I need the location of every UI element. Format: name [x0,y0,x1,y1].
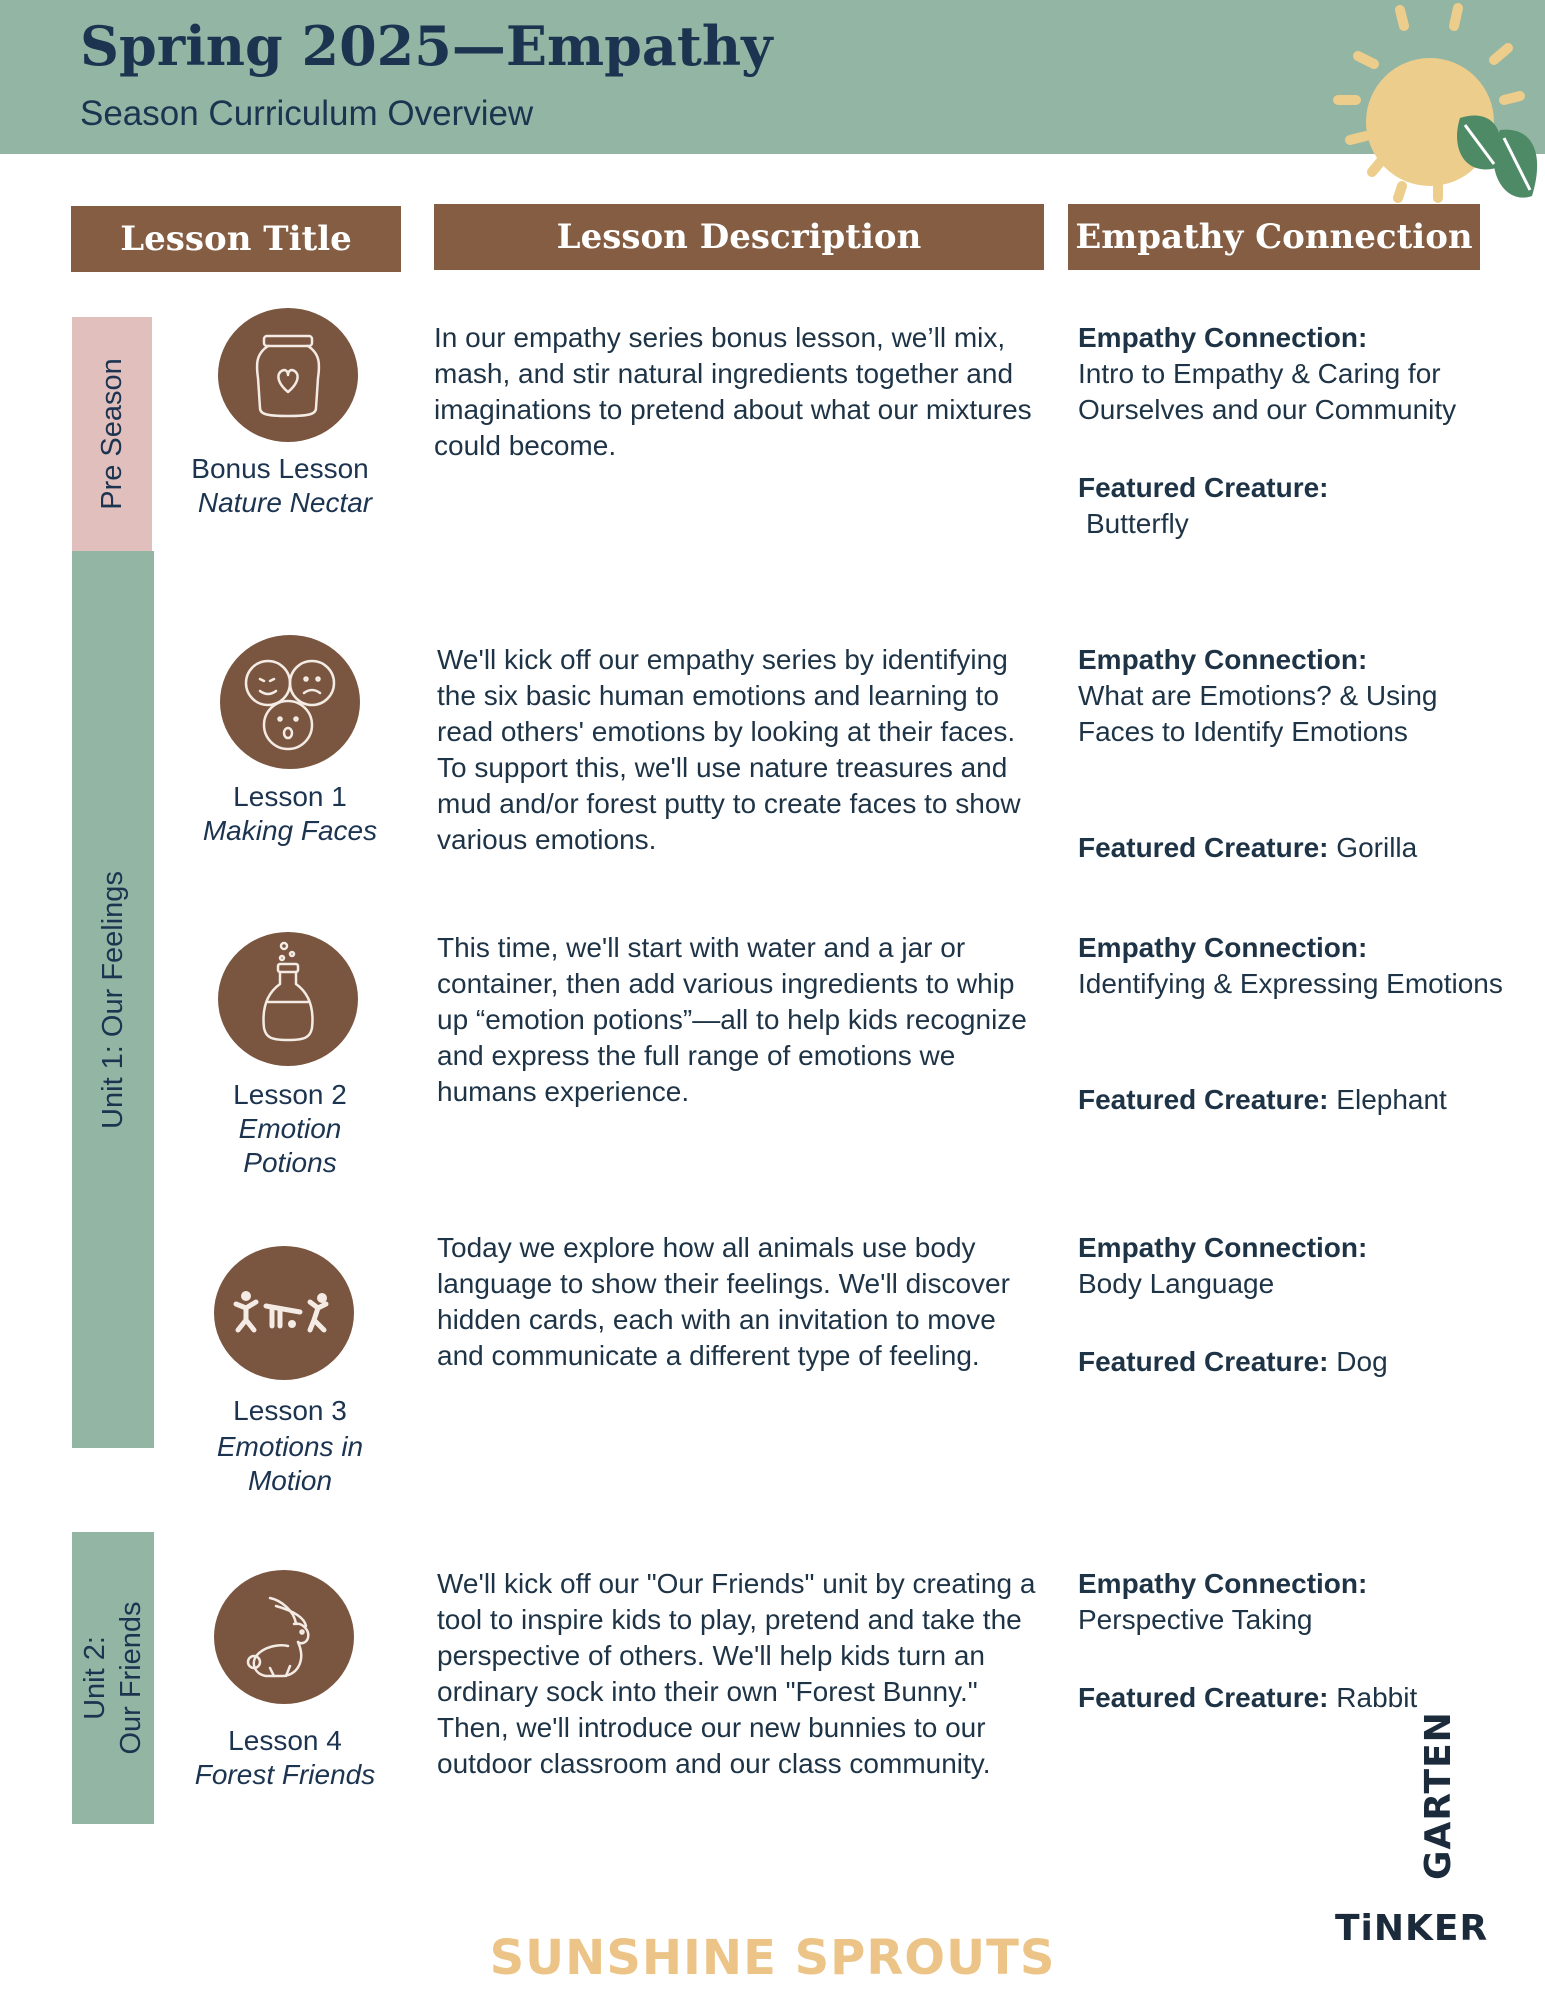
featured-creature-value: Dog [1336,1346,1388,1377]
empathy-connection-value: Intro to Empathy & Caring for Ourselves and our Community [1078,358,1457,425]
empathy-connection-value: Perspective Taking [1078,1604,1313,1635]
unit-bar-unit-2 [72,1532,154,1824]
empathy-connection-value: What are Emotions? & Using Faces to Identify Emotions [1078,680,1438,747]
column-header-lesson-title: Lesson Title [71,206,401,272]
unit-label-unit-1: Unit 1: Our Feelings [97,870,129,1129]
empathy-connection-label: Empathy Connection: [1078,932,1368,963]
logo-garten: GARTEN [1418,1711,1459,1880]
featured-creature-value: Elephant [1336,1084,1447,1115]
featured-creature-label: Featured Creature: [1078,1346,1329,1377]
lesson-number: Bonus Lesson [191,453,369,484]
empathy-connection [1078,1230,1518,1302]
lesson-name-line2: Motion [247,1465,333,1496]
featured-creature-label: Featured Creature: [1078,1682,1329,1713]
featured-creature [1078,830,1518,866]
unit-label-pre-season: Pre Season [96,358,128,510]
moving-figures-icon [214,1246,354,1380]
lesson-number: Lesson 2 [233,1079,347,1110]
empathy-connection [1078,930,1518,1002]
footer-brand: SUNSHINE SPROUTS [489,1930,1056,1986]
lesson-name: Making Faces [202,815,378,846]
unit-bar-pre-season [72,317,152,551]
empathy-connection-value: Identifying & Expressing Emotions [1078,968,1503,999]
lesson-number: Lesson 4 [228,1725,342,1756]
unit-bar-unit-1 [72,551,154,1448]
featured-creature-value: Rabbit [1336,1682,1418,1713]
lesson-description: Today we explore how all animals use body language to show their feelings. We'll discover hidden cards, each with an invitation to move and communicate a different type of feeling. [437,1232,1010,1371]
lesson-name: Forest Friends [194,1759,376,1790]
page-title: Spring 2025—Empathy [80,14,773,78]
lesson-description: In our empathy series bonus lesson, we’ll mix, mash, and stir natural ingredients together and imaginations to pretend about what our mixtures could become. [434,322,1032,461]
column-header-empathy-connection: Empathy Connection [1068,204,1480,270]
lesson-name-line2: Potions [243,1147,337,1178]
jar-heart-icon [218,308,358,442]
empathy-connection [1078,642,1518,750]
column-header-lesson-description: Lesson Description [434,204,1044,270]
featured-creature [1078,1344,1518,1380]
featured-creature-value: Butterfly [1086,508,1189,539]
lesson-description: We'll kick off our empathy series by identifying the six basic human emotions and learning to read others' emotions by looking at their faces. To support this, we'll use nature treasures and mud and/or forest putty to create faces to show various emotions. [437,644,1021,855]
sun-leaves-icon [1310,0,1545,215]
lesson-description: This time, we'll start with water and a jar or container, then add various ingredients to whip up “emotion potions”—all to help kids recognize and express the full range of emotions we humans experience. [437,932,1027,1107]
featured-creature-label: Featured Creature: [1078,832,1329,863]
unit-label-unit-2 [77,1601,149,1754]
potion-bottle-icon [218,932,358,1066]
lesson-name: Nature Nectar [197,487,373,518]
page-subtitle: Season Curriculum Overview [80,94,534,133]
lesson-number: Lesson 1 [233,781,347,812]
empathy-connection-value: Body Language [1078,1268,1275,1299]
empathy-connection-label: Empathy Connection: [1078,644,1368,675]
unit-label-unit-2-line1: Unit 2: [79,1636,111,1720]
featured-creature-label: Featured Creature: [1078,1084,1329,1115]
featured-creature [1078,1082,1518,1118]
lesson-name-line1: Emotion [238,1113,342,1144]
empathy-connection [1078,1566,1518,1638]
faces-icon [220,635,360,769]
lesson-number: Lesson 3 [233,1395,347,1426]
featured-creature-value: Gorilla [1336,832,1418,863]
empathy-connection-label: Empathy Connection: [1078,1568,1368,1599]
lesson-name-line1: Emotions in [216,1431,364,1462]
rabbit-icon [214,1570,354,1704]
featured-creature-label: Featured Creature: [1078,472,1329,503]
empathy-connection [1078,320,1518,428]
lesson-description: We'll kick off our "Our Friends" unit by creating a tool to inspire kids to play, pretend and take the perspective of others. We'll help kids turn an ordinary sock into their own "Forest Bunny." Then, we'll introduce our new bunnies to our outdoor classroom and our class community. [437,1568,1036,1779]
unit-label-unit-2-line2: Our Friends [115,1601,147,1755]
featured-creature [1078,470,1518,542]
empathy-connection-label: Empathy Connection: [1078,1232,1368,1263]
logo-tinker: TiNKER [1335,1908,1489,1949]
empathy-connection-label: Empathy Connection: [1078,322,1368,353]
